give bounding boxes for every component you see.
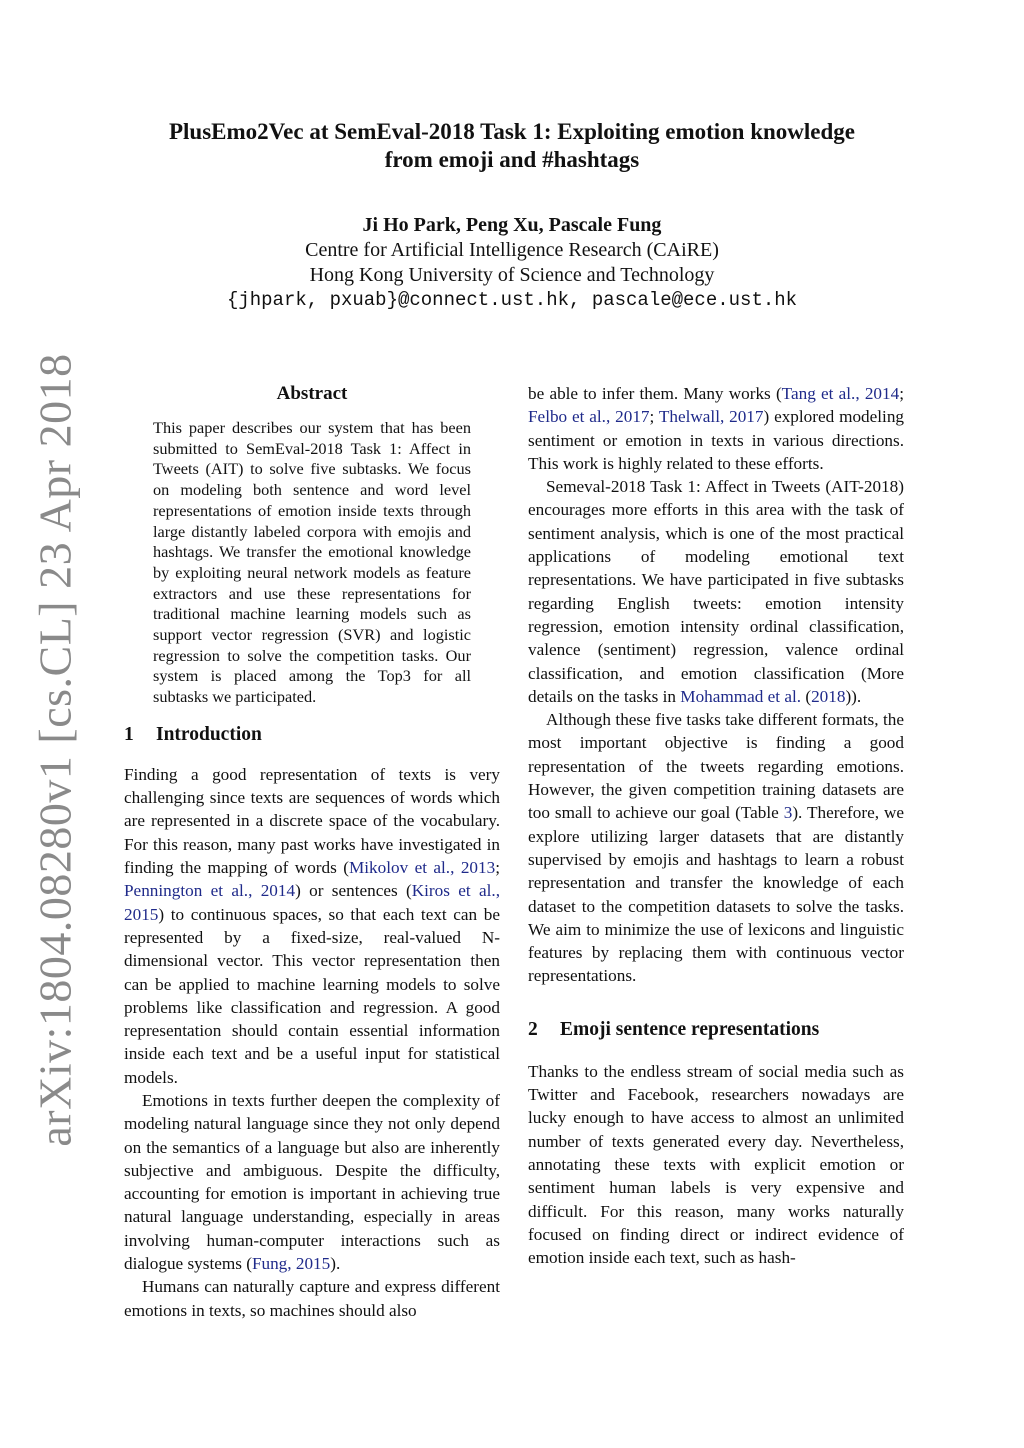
- author-emails: {jhpark, pxuab}@connect.ust.hk, pascale@ece.ust.hk: [226, 289, 798, 311]
- citation-link[interactable]: Thelwall, 2017: [658, 407, 764, 427]
- author-names: Ji Ho Park, Peng Xu, Pascale Fung: [362, 214, 662, 236]
- right-paragraph-1: be able to infer them. Many works (Tang et al., 2014; Felbo et al., 2017; Thelwall, 2017) explored modeling sentiment or emotion in texts in various directions. This work is highly related to these efforts.: [528, 384, 905, 473]
- section-2-title: Emoji sentence representations: [560, 1018, 820, 1040]
- left-column: [124, 382, 500, 1322]
- section-2-number: 2: [528, 1018, 538, 1040]
- citation-link[interactable]: Kiros et al., 2015: [124, 881, 501, 924]
- title-line-1: PlusEmo2Vec at SemEval-2018 Task 1: Exploiting emotion knowledge: [168, 119, 856, 144]
- affiliation-line-2: Hong Kong University of Science and Technology: [309, 264, 715, 286]
- paper-title: [100, 118, 924, 174]
- section-1-number: 1: [124, 723, 134, 745]
- section-1-heading: [124, 723, 500, 747]
- abstract-text: This paper describes our system that has been submitted to SemEval-2018 Task 1: Affect in Tweets (AIT) to solve five subtasks. We focus on modeling both sentence and word level representations of emotion inside texts through large distantly labeled corpora with emojis and hashtags. We transfer the emotional knowledge by exploiting neural network models as feature extractors and use these representations for traditional machine learning models such as support vector regression (SVR) and logistic regression to solve the competition tasks. Our system is placed among the Top3 for all subtasks we participated.: [153, 418, 471, 707]
- intro-paragraph-2: Emotions in texts further deepen the complexity of modeling natural language since they not only depend on the semantics of a language but also are inherently subjective and ambiguous. Despite the difficulty, accounting for emotion is important in achieving true natural language understanding, especially in areas involving human-computer interactions such as dialogue systems (Fung, 2015).: [124, 1091, 500, 1274]
- citation-link[interactable]: 2018: [811, 686, 846, 706]
- citation-link[interactable]: Tang et al., 2014: [781, 384, 900, 403]
- citation-link[interactable]: Felbo et al., 2017: [528, 407, 650, 427]
- section-1-title: Introduction: [156, 723, 262, 745]
- citation-link[interactable]: Mikolov et al., 2013: [348, 858, 496, 878]
- citation-link[interactable]: Pennington et al., 2014: [124, 881, 296, 901]
- citation-link[interactable]: Mohammad et al.: [680, 686, 802, 706]
- right-column: [528, 382, 904, 1269]
- intro-paragraph-1: Finding a good representation of texts is very challenging since texts are sequences of words which are represented in a discrete space of the vocabulary. For this reason, many past works have investigated in finding the mapping of words (Mikolov et al., 2013; Pennington et al., 2014) or sentences (Kiros et al., 2015) to continuous spaces, so that each text can be represented by a fixed-size, real-valued N-dimensional vector. This vector representation then can be applied to machine learning models to solve problems like classification and regression. A good representation should contain essential information inside each text and be a useful input for statistical models.: [124, 764, 501, 1087]
- section-2-heading: [528, 1018, 904, 1042]
- affiliation-line-1: Centre for Artificial Intelligence Research (CAiRE): [305, 239, 719, 261]
- title-line-2: from emoji and #hashtags: [384, 147, 640, 172]
- arxiv-identifier: arXiv:1804.08280v1 [cs.CL] 23 Apr 2018: [29, 353, 81, 1147]
- author-block: [100, 213, 924, 313]
- intro-paragraph-3: Humans can naturally capture and express different emotions in texts, so machines should also: [124, 1277, 500, 1320]
- citation-link[interactable]: Fung, 2015: [251, 1254, 331, 1274]
- abstract-heading: Abstract: [276, 383, 348, 404]
- right-paragraph-2: Semeval-2018 Task 1: Affect in Tweets (AIT-2018) encourages more efforts in this area with the task of sentiment analysis, which is one of the most practical applications of modeling emotional text representations. We have participated in five subtasks regarding English tweets: emotion intensity regression, emotion intensity ordinal classification, valence (sentiment) regression, valence ordinal classification, and emotion classification (More details on the tasks in Mohammad et al. (2018)).: [528, 477, 904, 706]
- section-2-paragraph-1: Thanks to the endless stream of social media such as Twitter and Facebook, researchers nowadays are lucky enough to have access to almost an unlimited number of texts generated every day. Nevertheless, annotating these texts with explicit emotion or sentiment human labels is very expensive and difficult. For this reason, many works naturally focused on finding direct or indirect evidence of emotion inside each text, such as hash-: [528, 1061, 904, 1268]
- right-paragraph-3: Although these five tasks take different formats, the most important objective is finding a good representation of the tweets regarding emotions. However, the given competition training datasets are too small to achieve our goal (Table 3). Therefore, we explore utilizing larger datasets that are distantly supervised by emojis and hashtags to learn a robust representation and transfer the knowledge of each dataset to the competition datasets to solve the tasks. We aim to minimize the use of lexicons and linguistic features by replacing them with continuous vector representations.: [528, 710, 904, 986]
- table-reference-link[interactable]: 3: [783, 803, 793, 823]
